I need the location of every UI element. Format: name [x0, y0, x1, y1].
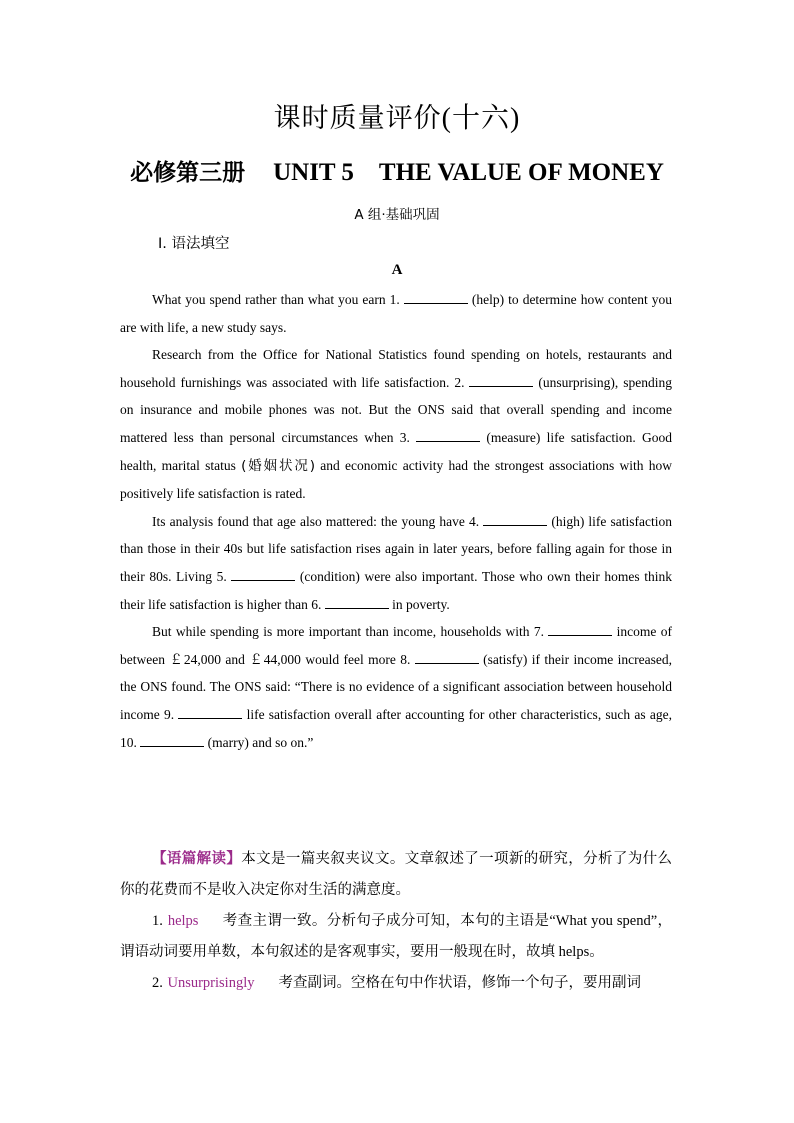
page-subtitle [0, 152, 794, 188]
blank-7[interactable] [548, 621, 612, 636]
subtitle-book: 必修第三册 [130, 160, 246, 186]
title-paren: (十六) [441, 103, 521, 134]
title-main: 课时质量评价 [273, 103, 442, 134]
blank-3[interactable] [416, 427, 480, 442]
blank-4[interactable] [483, 511, 547, 526]
blank-6[interactable] [325, 594, 389, 609]
blank-5[interactable] [231, 566, 295, 581]
passage-letter: A [391, 262, 403, 278]
answer-2-key: Unsurprisingly [167, 975, 255, 991]
blank-9[interactable] [178, 704, 242, 719]
answer-2: 2. Unsurprisingly 考查副词。空格在句中作状语，修饰一个句子，要用副词 [152, 975, 641, 991]
passage-paragraph-4: But while spending is more important than income, households with 7. income of between ￡24,000 and ￡44,000 would feel more 8. (satisfy) if their income increased, the ONS found. The ONS said: “There is no evidence of a significant association between household income 9. life satisfaction overall after accounting for other characteristics, such as age, 10. (marry) and so on.” [120, 618, 672, 756]
blank-8[interactable] [415, 649, 479, 664]
blank-1[interactable] [404, 289, 468, 304]
blank-2[interactable] [469, 372, 533, 387]
subtitle-unit: UNIT 5 THE VALUE OF MONEY [273, 159, 664, 186]
passage-paragraph-3: Its analysis found that age also mattered: the young have 4. (high) life satisfaction than those in their 40s but life satisfaction rises again in later years, before falling again for those in their 80s. Living 5. (condition) were also important. Those who own their homes think their life satisfaction is higher than 6. in poverty. [120, 508, 672, 618]
blank-10[interactable] [140, 732, 204, 747]
analysis-intro: 【语篇解读】本文是一篇夹叙夹议文。文章叙述了一项新的研究，分析了为什么你的花费而不是收入决定你对生活的满意度。 [120, 851, 673, 898]
passage-paragraph-2: Research from the Office for National Statistics found spending on hotels, restaurants and household furnishings was associated with life satisfaction. 2. (unsurprising), spending on insurance and mobile phones was not. But the ONS said that overall spending and income mattered less than personal circumstances when 3. (measure) life satisfaction. Good health, marital status (婚姻状况) and economic activity had the strongest associations with how positively life satisfaction is rated. [120, 347, 673, 502]
passage-paragraph-1: What you spend rather than what you earn 1. (help) to determine how content you are with life, a new study says. [120, 286, 672, 341]
answer-1: 1. helps 考查主谓一致。分析句子成分可知，本句的主语是“What you spend”，谓语动词要用单数，本句叙述的是客观事实，要用一般现在时，故填 helps。 [120, 913, 673, 960]
passage-body [120, 286, 672, 756]
analysis-label: 【语篇解读】 [152, 851, 242, 867]
group-heading: A 组·基础巩固 [354, 207, 440, 223]
page-title [0, 96, 794, 136]
section-heading: Ⅰ. 语法填空 [158, 236, 230, 252]
analysis-section [120, 844, 672, 999]
answer-1-key: helps [167, 913, 199, 929]
